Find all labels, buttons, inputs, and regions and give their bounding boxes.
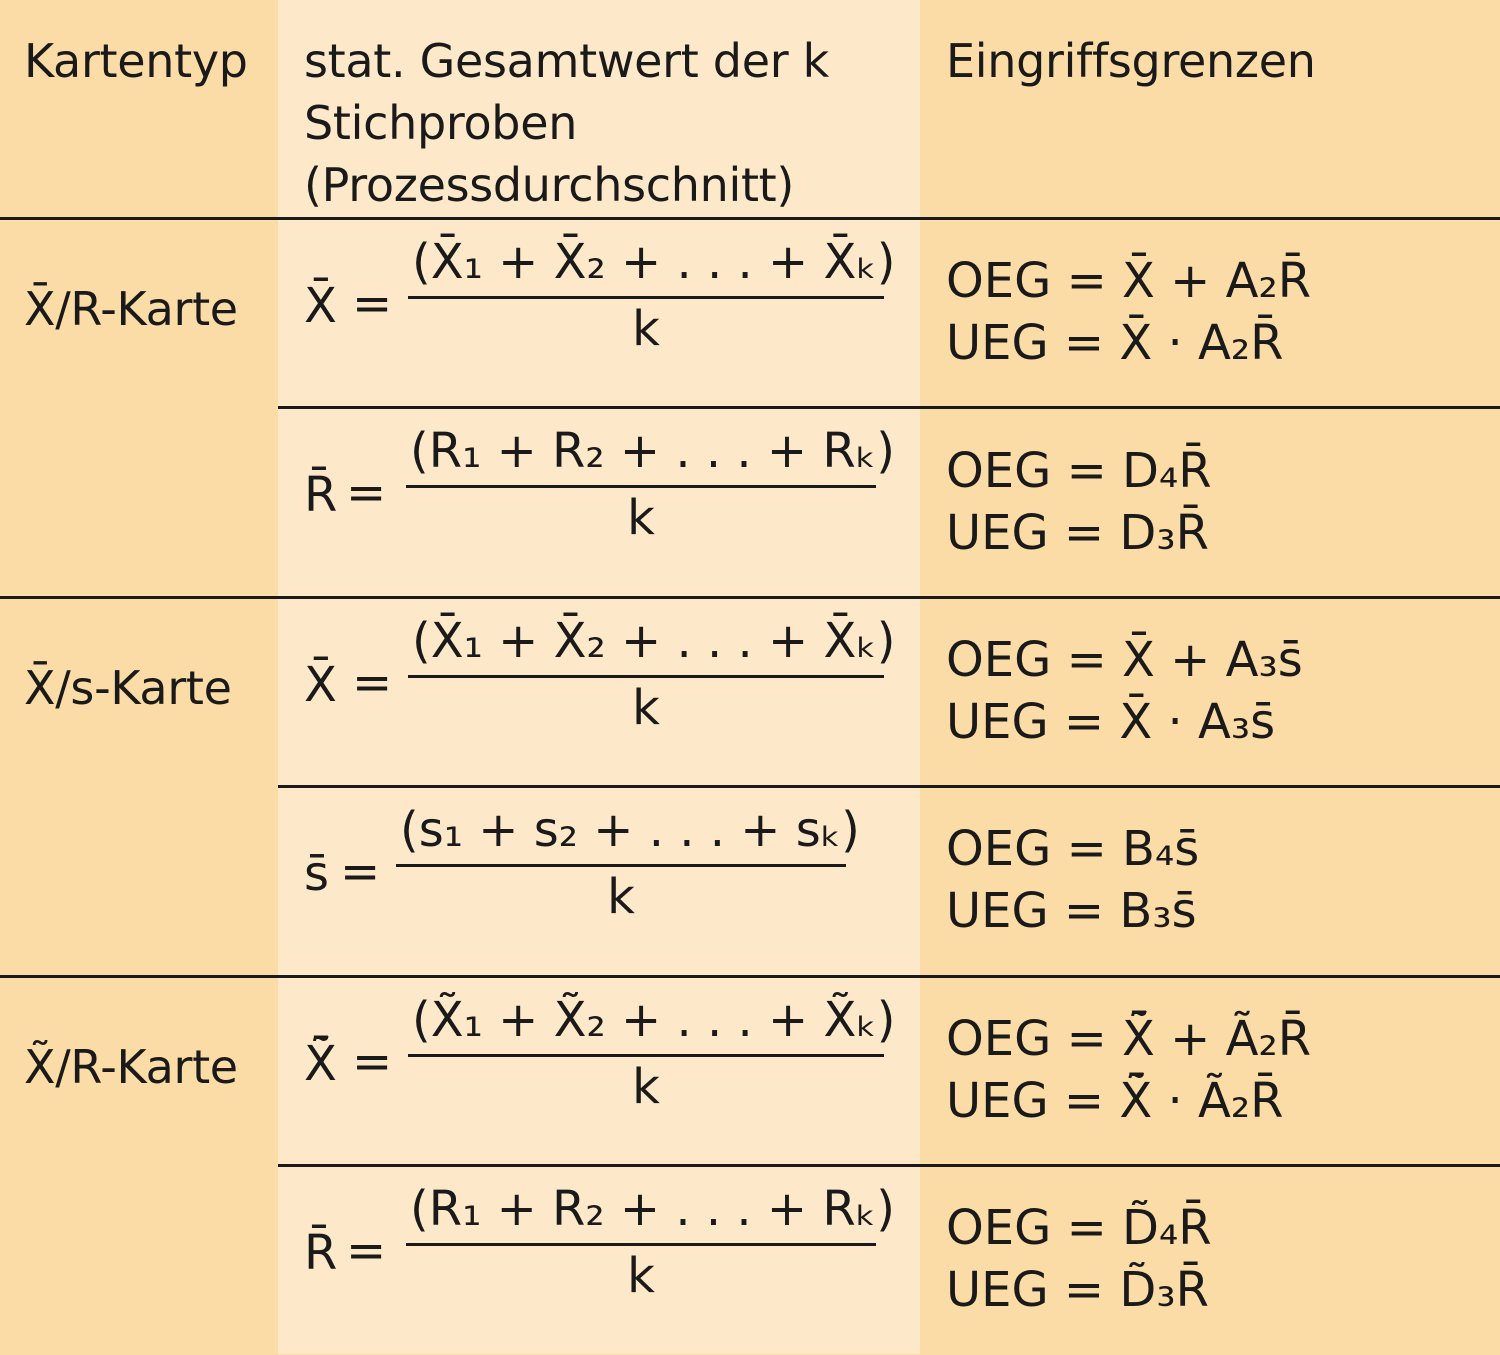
fraction-denominator: k <box>627 1248 655 1304</box>
header-eingriffsgrenzen: Eingriffsgrenzen <box>946 34 1316 88</box>
kartentyp-xbar-s: X̄/s-Karte <box>24 661 232 715</box>
formula-row <box>278 220 920 408</box>
header-kartentyp: Kartentyp <box>24 34 248 88</box>
limit-ueg: UEG = B₃s̄ <box>946 883 1197 939</box>
formula-lhs: R̄ <box>304 467 338 523</box>
fraction-denominator: k <box>627 490 655 546</box>
formula-row <box>278 1167 920 1355</box>
limit-ueg: UEG = X̄̄ · A₃s̄ <box>946 694 1276 750</box>
limit-oeg: OEG = D₄R̄ <box>946 443 1212 499</box>
fraction-numerator: (R₁ + R₂ + . . . + Rₖ) <box>410 1181 895 1237</box>
equals-sign: = <box>352 276 393 332</box>
equals-sign: = <box>340 844 381 900</box>
limit-ueg: UEG = X̄̄ · A₂R̄ <box>946 315 1284 371</box>
fraction-bar <box>406 1243 876 1246</box>
fraction-bar <box>396 864 846 867</box>
formula-lhs: X̄̄ <box>304 278 337 334</box>
formula-lhs: X̃̄ <box>304 1036 337 1092</box>
formula-row <box>278 409 920 597</box>
equals-sign: = <box>346 1223 387 1279</box>
header-gesamtwert-line3: (Prozessdurchschnitt) <box>304 158 795 212</box>
fraction-bar <box>406 485 876 488</box>
kartentyp-xbar-r: X̄/R-Karte <box>24 282 238 336</box>
equals-sign: = <box>346 465 387 521</box>
formula-lhs: X̄̄ <box>304 657 337 713</box>
header-gesamtwert-line2: Stichproben <box>304 96 578 150</box>
kartentyp-xtilde-r: X̃/R-Karte <box>24 1040 238 1094</box>
limit-oeg: OEG = X̄̄ + A₂R̄ <box>946 253 1312 309</box>
fraction-numerator: (X̄₁ + X̄₂ + . . . + X̄ₖ) <box>412 234 896 290</box>
fraction-bar <box>408 296 884 299</box>
limit-oeg: OEG = D̃₄R̄ <box>946 1200 1212 1256</box>
fraction <box>396 802 860 925</box>
fraction-numerator: (s₁ + s₂ + . . . + sₖ) <box>400 802 860 858</box>
fraction-denominator: k <box>632 680 660 736</box>
fraction <box>408 992 896 1115</box>
equals-sign: = <box>352 1034 393 1090</box>
fraction-bar <box>408 675 884 678</box>
limit-oeg: OEG = X̄̄ + A₃s̄ <box>946 632 1303 688</box>
header-gesamtwert-line1: stat. Gesamtwert der k <box>304 34 829 88</box>
fraction-denominator: k <box>632 301 660 357</box>
fraction-numerator: (X̃₁ + X̃₂ + . . . + X̃ₖ) <box>412 992 896 1048</box>
fraction-numerator: (R₁ + R₂ + . . . + Rₖ) <box>410 423 895 479</box>
fraction <box>408 613 896 736</box>
formula-row <box>278 978 920 1166</box>
fraction-bar <box>408 1054 884 1057</box>
fraction-denominator: k <box>607 869 635 925</box>
fraction-numerator: (X̄₁ + X̄₂ + . . . + X̄ₖ) <box>412 613 896 669</box>
formula-lhs: s̄ <box>304 846 330 902</box>
equals-sign: = <box>352 655 393 711</box>
fraction-denominator: k <box>632 1059 660 1115</box>
limit-oeg: OEG = B₄s̄ <box>946 821 1200 877</box>
fraction <box>406 1181 895 1304</box>
formula-lhs: R̄ <box>304 1225 338 1281</box>
fraction <box>406 423 895 546</box>
limit-ueg: UEG = D₃R̄ <box>946 505 1209 561</box>
limit-ueg: UEG = D̃₃R̄ <box>946 1262 1209 1318</box>
limit-ueg: UEG = X̃̄ · Ã₂R̄ <box>946 1073 1284 1129</box>
formula-row <box>278 788 920 976</box>
fraction <box>408 234 896 357</box>
header-gesamtwert <box>304 30 829 216</box>
limit-oeg: OEG = X̃̄ + Ã₂R̄ <box>946 1011 1312 1067</box>
formula-row <box>278 599 920 787</box>
